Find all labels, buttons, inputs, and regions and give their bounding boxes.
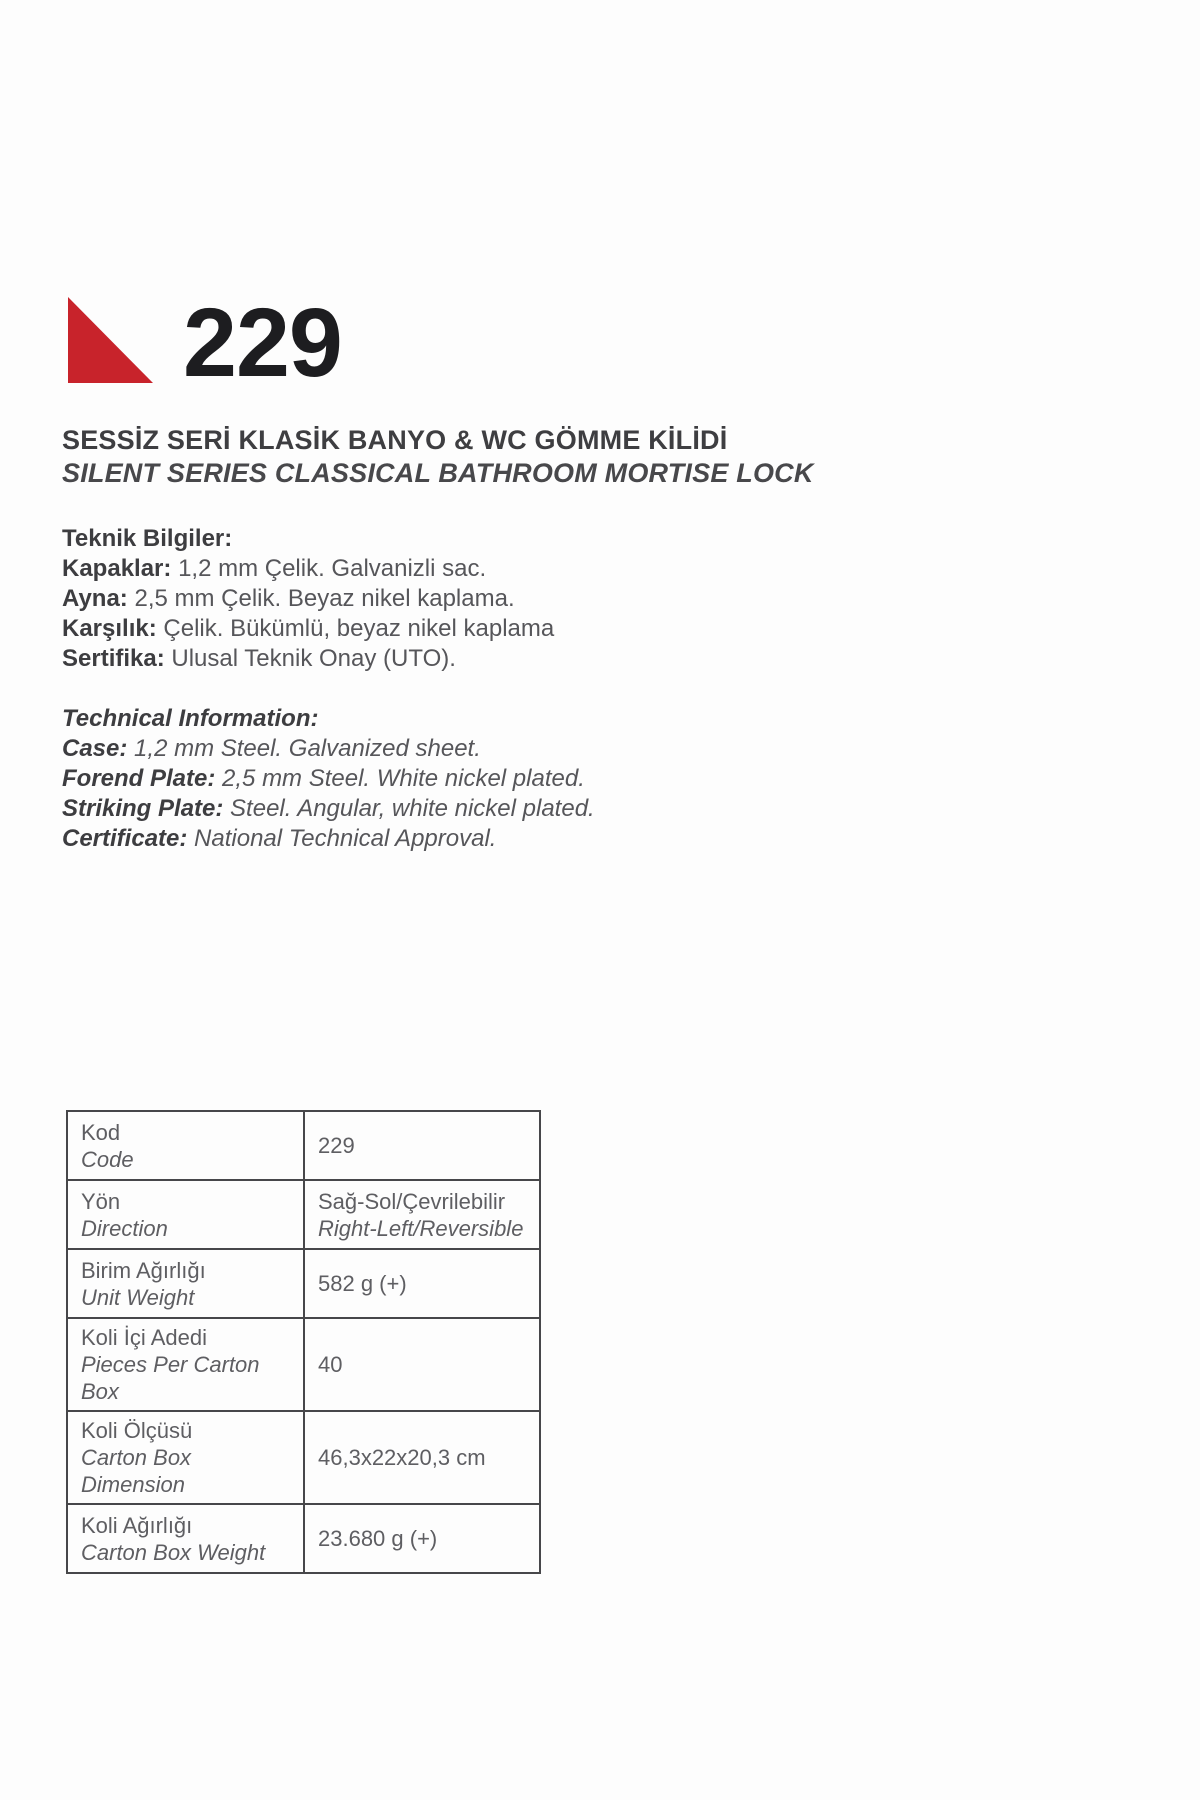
- spec-label-tr: Koli Ölçüsü: [81, 1418, 193, 1443]
- spec-label-en: Carton Box Dimension: [81, 1445, 192, 1497]
- spec-label-tr: Koli İçi Adedi: [81, 1325, 207, 1350]
- tech-label: Certificate:: [62, 825, 188, 852]
- tech-line-certificate: [62, 824, 595, 854]
- product-title-turkish: SESSİZ SERİ KLASİK BANYO & WC GÖMME KİLİDİ: [62, 425, 728, 455]
- spec-label-cell: [67, 1411, 304, 1504]
- tech-text: Çelik. Bükümlü, beyaz nikel kaplama: [163, 615, 555, 642]
- tech-line-case: [62, 734, 595, 764]
- tech-label: Forend Plate:: [62, 765, 216, 792]
- tech-label: Ayna:: [62, 585, 128, 612]
- tech-text: 1,2 mm Çelik. Galvanizli sac.: [178, 555, 487, 582]
- spec-value-cell: [304, 1504, 540, 1573]
- product-code-number: 229: [183, 288, 342, 397]
- spec-label-cell: [67, 1504, 304, 1573]
- spec-value-tr: 46,3x22x20,3 cm: [318, 1445, 486, 1470]
- tech-text: 1,2 mm Steel. Galvanized sheet.: [134, 735, 481, 762]
- table-row-unit-weight: [67, 1249, 540, 1318]
- tech-text: National Technical Approval.: [194, 825, 497, 852]
- spec-value-en: Right-Left/Reversible: [318, 1215, 524, 1241]
- product-title: [62, 424, 814, 490]
- product-title-english: SILENT SERIES CLASSICAL BATHROOM MORTISE LOCK: [62, 458, 814, 488]
- red-triangle-icon: [68, 297, 153, 383]
- technical-info-english-heading: Technical Information:: [62, 705, 319, 732]
- tech-label: Case:: [62, 735, 128, 762]
- specification-table: [66, 1110, 541, 1574]
- technical-info-turkish: [62, 524, 554, 674]
- tech-label: Sertifika:: [62, 645, 165, 672]
- spec-label-cell: [67, 1111, 304, 1180]
- product-code-header: [68, 288, 342, 397]
- tech-label: Striking Plate:: [62, 795, 224, 822]
- spec-label-tr: Kod: [81, 1119, 121, 1145]
- spec-value-cell: [304, 1111, 540, 1180]
- spec-label-tr: Koli Ağırlığı: [81, 1512, 193, 1538]
- tech-line-forend-plate: [62, 764, 595, 794]
- spec-label-en: Direction: [81, 1215, 168, 1241]
- spec-label-tr: Birim Ağırlığı: [81, 1257, 206, 1283]
- table-row-pieces-per-carton: [67, 1318, 540, 1411]
- spec-value-tr: 40: [318, 1352, 343, 1377]
- spec-value-tr: 582 g (+): [318, 1271, 407, 1296]
- tech-text: 2,5 mm Çelik. Beyaz nikel kaplama.: [134, 585, 515, 612]
- spec-value-tr: 229: [318, 1133, 355, 1158]
- table-row-carton-dimension: [67, 1411, 540, 1504]
- table-row-code: [67, 1111, 540, 1180]
- spec-label-en: Carton Box Weight: [81, 1539, 266, 1565]
- spec-label-cell: [67, 1249, 304, 1318]
- tech-text: Steel. Angular, white nickel plated.: [230, 795, 595, 822]
- technical-info-english: [62, 704, 595, 854]
- tech-line-ayna: [62, 584, 554, 614]
- spec-value-cell: [304, 1318, 540, 1411]
- tech-line-karsilik: [62, 614, 554, 644]
- tech-line-striking-plate: [62, 794, 595, 824]
- spec-label-cell: [67, 1318, 304, 1411]
- spec-value-cell: [304, 1411, 540, 1504]
- tech-line-kapaklar: [62, 554, 554, 584]
- spec-label-cell: [67, 1180, 304, 1249]
- table-row-carton-weight: [67, 1504, 540, 1573]
- spec-value-cell: [304, 1249, 540, 1318]
- tech-label: Karşılık:: [62, 615, 157, 642]
- tech-line-sertifika: [62, 644, 554, 674]
- spec-value-tr: 23.680 g (+): [318, 1526, 438, 1551]
- spec-label-en: Unit Weight: [81, 1284, 195, 1310]
- spec-value-cell: [304, 1180, 540, 1249]
- table-row-direction: [67, 1180, 540, 1249]
- spec-value-tr: Sağ-Sol/Çevrilebilir: [318, 1188, 506, 1214]
- spec-label-tr: Yön: [81, 1188, 121, 1214]
- spec-label-en: Code: [81, 1146, 134, 1172]
- tech-label: Kapaklar:: [62, 555, 172, 582]
- tech-text: Ulusal Teknik Onay (UTO).: [171, 645, 456, 672]
- spec-label-en: Pieces Per Carton Box: [81, 1352, 260, 1404]
- technical-info-turkish-heading: Teknik Bilgiler:: [62, 525, 233, 552]
- tech-text: 2,5 mm Steel. White nickel plated.: [222, 765, 585, 792]
